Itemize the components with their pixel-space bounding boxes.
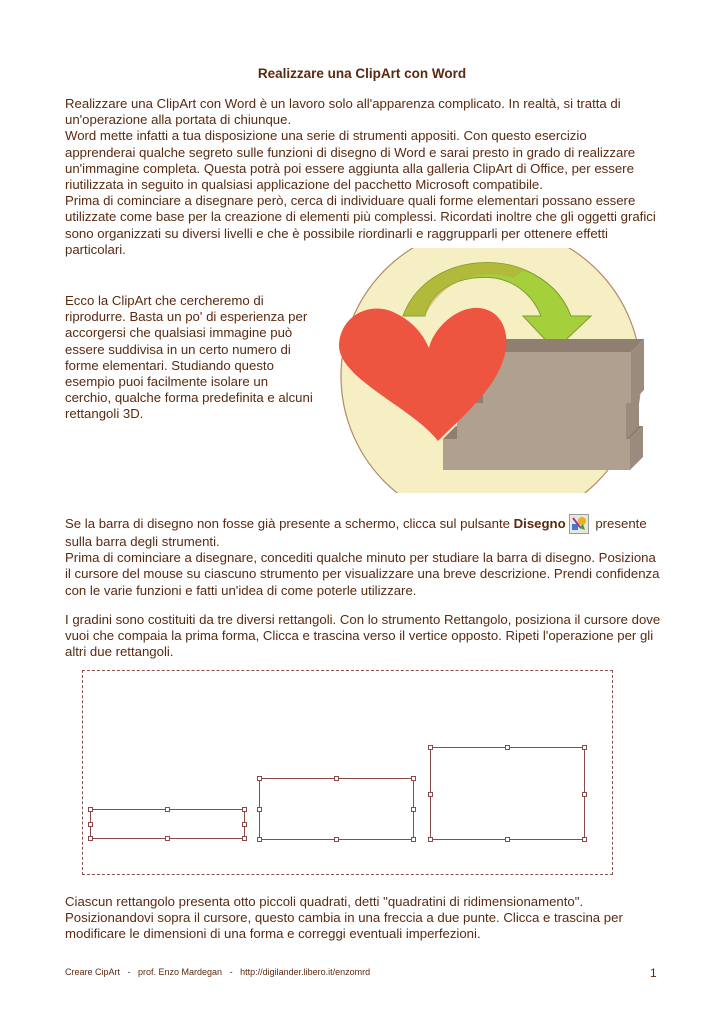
- rectangle-shape-3[interactable]: [430, 747, 585, 840]
- resize-handle[interactable]: [428, 792, 433, 797]
- resize-handle[interactable]: [428, 745, 433, 750]
- drawing-toolbar-icon[interactable]: [569, 514, 589, 534]
- gradini-paragraph: I gradini sono costituiti da tre diversi rettangoli. Con lo strumento Rettangolo, posiziona il cursore dove vuoi che compaia la prima forma, Clicca e trascina verso il vertice opposto. Ripeti l'operazione per gli altri due rettangoli.: [65, 612, 661, 660]
- page-footer: Creare CipArt - prof. Enzo Mardegan - http://digilander.libero.it/enzomrd: [65, 967, 371, 977]
- resize-handle[interactable]: [411, 807, 416, 812]
- resize-handle[interactable]: [411, 837, 416, 842]
- document-title: Realizzare una ClipArt con Word: [257, 66, 467, 81]
- resize-handle[interactable]: [88, 836, 93, 841]
- resize-handle[interactable]: [242, 822, 247, 827]
- resize-handle[interactable]: [165, 807, 170, 812]
- disegno-button-name: Disegno: [513, 516, 566, 531]
- resize-handle[interactable]: [257, 807, 262, 812]
- resize-handle[interactable]: [428, 837, 433, 842]
- resize-handle[interactable]: [242, 836, 247, 841]
- resize-handle[interactable]: [505, 745, 510, 750]
- disegno-section: [65, 514, 665, 599]
- resize-handle[interactable]: [88, 822, 93, 827]
- resize-handle[interactable]: [88, 807, 93, 812]
- closing-paragraph: Ciascun rettangolo presenta otto piccoli quadrati, detti "quadratini di ridimensionamento". Posizionandovi sopra il cursore, questo cambia in una freccia a due punte. Clicca e trascina per modificare le dimensioni di una forma e correggi eventuali imperfezioni.: [65, 894, 623, 942]
- resize-handle[interactable]: [411, 776, 416, 781]
- clipart-description: Ecco la ClipArt che cercheremo di riprodurre. Basta un po' di esperienza per accorgersi che qualsiasi immagine può essere suddivisa in un certo numero di forme elementari. Studiando questo esempio puoi facilmente isolare un cerchio, qualche forma predefinita e alcuni rettangoli 3D.: [65, 293, 313, 422]
- resize-handle[interactable]: [257, 837, 262, 842]
- rectangle-shape-2[interactable]: [259, 778, 414, 840]
- resize-handle[interactable]: [334, 837, 339, 842]
- resize-handle[interactable]: [582, 792, 587, 797]
- resize-handle[interactable]: [242, 807, 247, 812]
- intro-paragraph: Word mette infatti a tua disposizione una serie di strumenti appositi. Con questo esercizio apprenderai qualche segreto sulle funzioni di disegno di Word e sarai presto in grado di realizzare un'immagine completa. Questa potrà poi essere aggiunta alla galleria ClipArt di Office, per essere riutilizzata in seguito in qualsiasi applicazione del pacchetto Microsoft compatibile.: [65, 128, 636, 193]
- resize-handle[interactable]: [334, 776, 339, 781]
- intro-paragraph: Prima di cominciare a disegnare però, cerca di individuare quali forme elementari possano essere utilizzate come base per la creazione di elementi più complessi. Ricordati inoltre che gli oggetti grafici sono organizzati su diversi livelli e che è possibile riordinarli e raggrupparli per ottenere effetti particolari.: [65, 193, 656, 257]
- disegno-paragraph: [65, 514, 665, 550]
- resize-handle[interactable]: [582, 837, 587, 842]
- resize-handle[interactable]: [165, 836, 170, 841]
- resize-handle[interactable]: [582, 745, 587, 750]
- intro-paragraph: Realizzare una ClipArt con Word è un lavoro solo all'apparenza complicato. In realtà, si tratta di un'operazione alla portata di chiunque.: [65, 96, 621, 128]
- resize-handle[interactable]: [257, 776, 262, 781]
- clipart-illustration: [333, 248, 653, 493]
- intro-section: [65, 96, 660, 258]
- disegno-text-after: presente sulla barra degli strumenti.: [65, 516, 647, 549]
- disegno-text-before: Se la barra di disegno non fosse già presente a schermo, clicca sul pulsante: [65, 516, 514, 531]
- resize-handle[interactable]: [505, 837, 510, 842]
- disegno-paragraph-2: Prima di cominciare a disegnare, concediti qualche minuto per studiare la barra di disegno. Posiziona il cursore del mouse su ciascuno strumento per visualizzare una breve descrizione. Prendi confidenza con le varie funzioni e fatti un'idea di come poterle utilizzare.: [65, 550, 660, 598]
- rectangle-shape-1[interactable]: [90, 809, 245, 839]
- page-number: 1: [650, 966, 657, 980]
